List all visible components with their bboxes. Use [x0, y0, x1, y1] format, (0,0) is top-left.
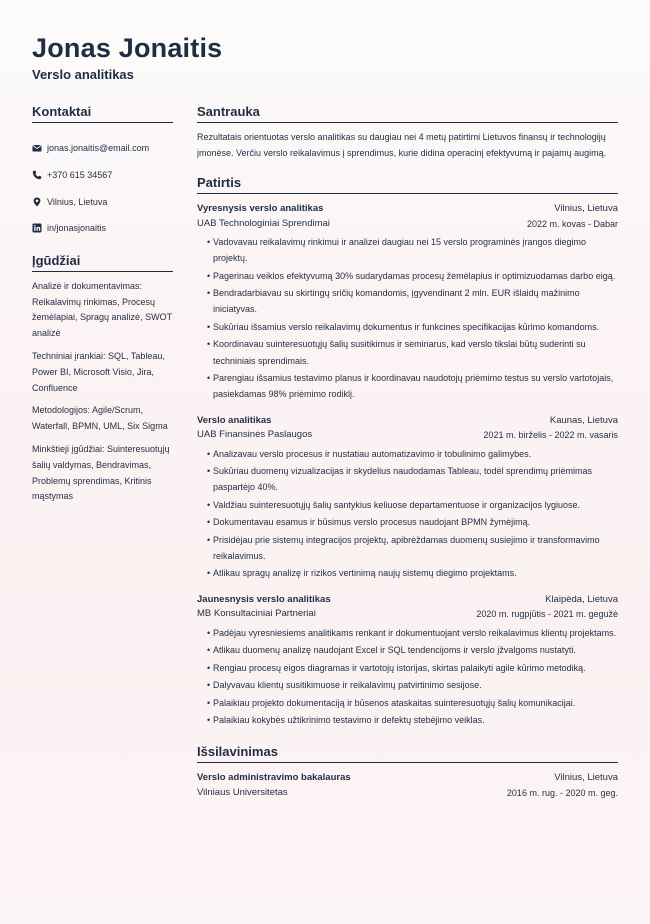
job-bullet	[207, 677, 618, 693]
bullet-dot: •	[207, 339, 211, 350]
bullet-dot: •	[207, 715, 211, 726]
job-bullet-text: Palaikiau kokybės užtikrinimo testavimo ir defektų stebėjimo veiklas.	[213, 715, 485, 726]
job-bullet-text: Atlikau spragų analizę ir rizikos vertinimą naujų sistemų diegimo projektams.	[213, 568, 517, 579]
job-bullet	[207, 712, 618, 728]
job-bullet-text: Bendradarbiavau su skirtingų sričių komandomis, įgyvendinant 2 mln. EUR išlaidų mažinimo iniciatyvas.	[213, 288, 580, 315]
job-role: Verslo analitikas	[197, 414, 272, 426]
job-bullet	[207, 463, 618, 495]
job-bullet	[207, 285, 618, 317]
bullet-dot: •	[207, 534, 211, 545]
education-location: Vilnius, Lietuva	[554, 772, 618, 784]
candidate-title: Verslo analitikas	[32, 67, 134, 82]
linkedin-icon	[32, 223, 42, 233]
job-bullet	[207, 446, 618, 462]
job-dates: 2020 m. rugpjūtis - 2021 m. gegužė	[476, 609, 618, 620]
bullet-dot: •	[207, 448, 211, 459]
experience-list	[197, 202, 618, 728]
summary-text: Rezultatais orientuotas verslo analitikas su daugiau nei 4 metų patirtimi Lietuvos finansų ir technologijų įmonėse. Verčiu verslo reikalavimus į sprendimus, kurie didina operacinį efektyvumą ir pajamų augimą.	[197, 132, 607, 158]
job-bullet-text: Valdžiau suinteresuotųjų šalių santykius keliuose departamentuose ir organizacijos lygiuose.	[213, 499, 581, 510]
education-dates: 2016 m. rug. - 2020 m. geg.	[506, 787, 618, 798]
contact-email[interactable]	[32, 135, 173, 162]
job-entry	[197, 414, 618, 582]
job-bullets	[197, 446, 618, 582]
skill-block-methodologies: Metodologijos: Agile/Scrum, Waterfall, BPMN, UML, Six Sigma	[32, 405, 168, 432]
phone-icon	[32, 170, 42, 180]
job-bullet-text: Analizavau verslo procesus ir nustatiau automatizavimo ir tobulinimo galimybes.	[213, 448, 532, 459]
bullet-dot: •	[207, 680, 211, 691]
bullet-dot: •	[207, 499, 211, 510]
envelope-icon	[32, 143, 42, 153]
bullet-dot: •	[207, 697, 211, 708]
job-bullet	[207, 660, 618, 676]
bullet-dot: •	[207, 568, 211, 579]
job-bullet-text: Padėjau vyresniesiems analitikams renkant ir dokumentuojant verslo reikalavimus klientų projektams.	[213, 627, 617, 638]
left-column	[32, 104, 173, 505]
job-company: MB Konsultaciniai Partneriai	[197, 608, 316, 620]
bullet-dot: •	[207, 288, 211, 299]
job-bullet-text: Sukūriau duomenų vizualizacijas ir skydelius naudodamas Tableau, todėl sprendimų priėmimas paspartėjo 40%.	[213, 466, 593, 493]
job-bullet	[207, 625, 618, 641]
job-entry	[197, 202, 618, 403]
job-bullet	[207, 336, 618, 368]
contact-linkedin[interactable]	[32, 215, 173, 242]
contact-location-text: Vilnius, Lietuva	[47, 196, 108, 207]
job-bullet	[207, 532, 618, 564]
job-bullet	[207, 514, 618, 530]
skill-block-analysis: Analizė ir dokumentavimas: Reikalavimų rinkimas, Procesų žemėlapiai, Spragų analizė, SWOT analizė	[32, 280, 172, 339]
job-company: UAB Finansinės Paslaugos	[197, 429, 313, 441]
contact-linkedin-text: in/jonasjonaitis	[47, 223, 107, 234]
right-column	[197, 104, 618, 800]
contact-location	[32, 188, 173, 215]
bullet-dot: •	[207, 517, 211, 528]
job-bullet-text: Dokumentavau esamus ir būsimus verslo procesus naudojant BPMN žymėjimą.	[213, 517, 531, 528]
job-bullet-text: Dalyvavau klientų susitikimuose ir reikalavimų patvirtinimo sesijose.	[213, 680, 482, 691]
education-heading: Išsilavinimas	[197, 744, 618, 763]
job-company: UAB Technologiniai Sprendimai	[197, 217, 330, 229]
job-role: Vyresnysis verslo analitikas	[197, 203, 324, 214]
summary-heading: Santrauka	[197, 104, 618, 123]
job-bullets	[197, 234, 618, 403]
job-bullet-text: Sukūriau išsamius verslo reikalavimų dokumentus ir funkcines specifikacijas kūrimo komandoms.	[213, 321, 600, 332]
education-entry	[197, 771, 618, 800]
job-bullet-text: Vadovavau reikalavimų rinkimui ir analizei daugiau nei 15 verslo programinės įrangos diegimo projektų.	[213, 237, 587, 264]
job-dates: 2021 m. birželis - 2022 m. vasaris	[483, 430, 618, 441]
candidate-name: Jonas Jonaitis	[32, 33, 223, 63]
job-location: Vilnius, Lietuva	[554, 203, 618, 214]
job-bullet-text: Parengiau išsamius testavimo planus ir koordinavau naudotojų priėmimo testus su verslo vartotojais, pasiekdamas 98% priėmimo rodiklį.	[213, 373, 614, 400]
job-dates: 2022 m. kovas - Dabar	[526, 218, 618, 229]
job-role: Jaunesnysis verslo analitikas	[197, 593, 331, 605]
bullet-dot: •	[207, 270, 211, 281]
bullet-dot: •	[207, 645, 211, 656]
job-bullet	[207, 370, 618, 402]
education-degree: Verslo administravimo bakalauras	[197, 772, 351, 784]
location-pin-icon	[32, 197, 42, 207]
job-bullet	[207, 565, 618, 581]
skills-heading: Įgūdžiai	[32, 253, 173, 272]
bullet-dot: •	[207, 662, 211, 673]
bullet-dot: •	[207, 321, 211, 332]
job-location: Kaunas, Lietuva	[549, 414, 618, 426]
skill-block-soft-skills: Minkštieji įgūdžiai: Suinteresuotųjų šalių valdymas, Bendravimas, Problemų sprendimas, Kritinis mąstymas	[32, 443, 170, 502]
bullet-dot: •	[207, 373, 211, 384]
job-bullet-text: Prisidėjau prie sistemų integracijos projektų, apibrėždamas duomenų susiejimo ir transformavimo reikalavimus.	[213, 534, 600, 561]
job-location: Klaipėda, Lietuva	[545, 593, 618, 605]
contacts-heading: Kontaktai	[32, 104, 173, 123]
job-bullet-text: Rengiau procesų eigos diagramas ir vartotojų istorijas, skirtas palaikyti agile kūrimo metodiką.	[213, 662, 586, 673]
job-bullet	[207, 234, 618, 266]
job-bullet	[207, 695, 618, 711]
job-bullet	[207, 497, 618, 513]
bullet-dot: •	[207, 466, 211, 477]
contact-list	[32, 135, 173, 242]
job-bullet	[207, 319, 618, 335]
contact-phone[interactable]	[32, 162, 173, 189]
job-bullet	[207, 268, 618, 284]
contact-email-text: jonas.jonaitis@email.com	[47, 143, 150, 154]
experience-heading: Patirtis	[197, 175, 618, 194]
bullet-dot: •	[207, 237, 211, 247]
contact-phone-text: +370 615 34567	[47, 170, 113, 181]
job-bullets	[197, 625, 618, 729]
job-bullet	[207, 642, 618, 658]
skill-block-tools: Techniniai įrankiai: SQL, Tableau, Power BI, Microsoft Visio, Jira, Confluence	[32, 350, 165, 393]
job-bullet-text: Pagerinau veiklos efektyvumą 30% sudarydamas procesų žemėlapius ir optimizuodamas darbo eigą.	[213, 270, 616, 281]
job-entry	[197, 593, 618, 729]
job-bullet-text: Atlikau duomenų analizę naudojant Excel ir SQL tendencijoms ir verslo įžvalgoms nustatyti.	[213, 645, 576, 656]
job-bullet-text: Palaikiau projekto dokumentaciją ir būsenos ataskaitas suinteresuotųjų šalių komunikacijai.	[213, 697, 576, 708]
education-school: Vilniaus Universitetas	[197, 786, 288, 798]
bullet-dot: •	[207, 627, 211, 638]
job-bullet-text: Koordinavau suinteresuotųjų šalių susitikimus ir seminarus, kad verslo tikslai būtų suderinti su techniniais sprendimais.	[213, 339, 586, 366]
